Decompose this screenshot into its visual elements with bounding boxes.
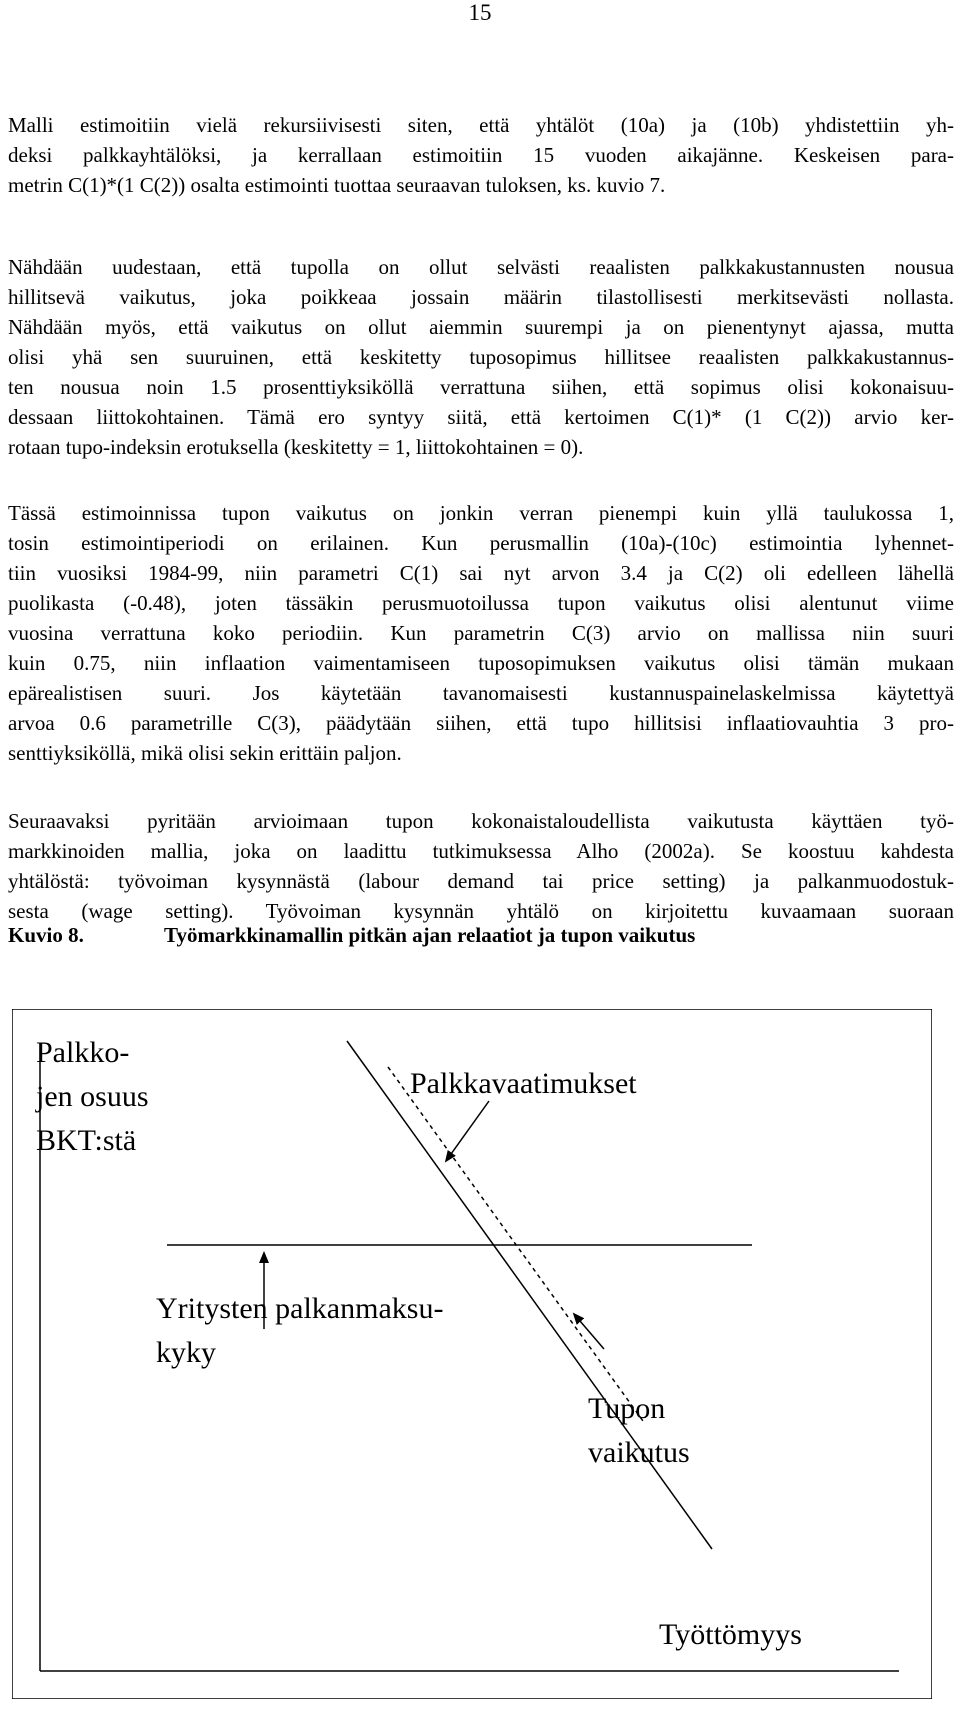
figure-caption-title: Työmarkkinamallin pitkän ajan relaatiot ja tupon vaikutus <box>164 923 696 947</box>
figure-border <box>12 1009 932 1699</box>
labour-market-diagram <box>12 1009 932 1699</box>
text-line: rotaan tupo-indeksin erotuksella (keskitetty = 1, liittokohtainen = 0). <box>8 435 584 459</box>
y-axis-label <box>36 1031 149 1163</box>
wage-claims-arrow <box>446 1101 489 1161</box>
text-line: Tässä estimoinnissa tupon vaikutus on jonkin verran pienempi kuin yllä taulukossa 1, <box>8 501 954 525</box>
text-line: senttiyksiköllä, mikä olisi sekin erittäin paljon. <box>8 741 402 765</box>
text-line: deksi palkkayhtälöksi, ja kerrallaan estimoitiin 15 vuoden aikajänne. Keskeisen para- <box>8 143 954 167</box>
tupo-effect-arrow <box>574 1314 604 1349</box>
figure-caption-label: Kuvio 8. <box>8 923 84 947</box>
text-line: vuosina verrattuna koko periodiin. Kun parametrin C(3) arvio on mallissa niin suuri <box>8 621 954 645</box>
firm-capacity-label <box>156 1287 443 1375</box>
text-line: Nähdään myös, että vaikutus on ollut aiemmin suurempi ja on pienentynyt ajassa, mutta <box>8 315 954 339</box>
text-line: Nähdään uudestaan, että tupolla on ollut selvästi reaalisten palkkakustannusten nousua <box>8 255 954 279</box>
text-line: markkinoiden mallia, joka on laadittu tutkimuksessa Alho (2002a). Se koostuu kahdesta <box>8 839 954 863</box>
firm-capacity-label-line: kyky <box>156 1336 216 1369</box>
text-line: hillitsevä vaikutus, joka poikkeaa jossain määrin tilastollisesti merkitsevästi nollasta. <box>8 285 954 309</box>
text-line: epärealistisen suuri. Jos käytetään tavanomaisesti kustannuspainelaskelmissa käytettyä <box>8 681 954 705</box>
text-line: olisi yhä sen suuruinen, että keskitetty tuposopimus hillitsee reaalisten palkkakustannus- <box>8 345 954 369</box>
tupo-effect-label <box>588 1387 690 1475</box>
paragraph-1 <box>8 110 954 200</box>
y-axis-label-line: Palkko- <box>36 1036 130 1069</box>
text-line: sesta (wage setting). Työvoiman kysynnän yhtälö on kirjoitettu kuvaamaan suoraan <box>8 899 954 923</box>
paragraph-4 <box>8 806 954 926</box>
text-line: tosin estimointiperiodi on erilainen. Kun perusmallin (10a)-(10c) estimointia lyhennet- <box>8 531 954 555</box>
tupo-effect-label-line: vaikutus <box>588 1436 690 1469</box>
text-line: puolikasta (-0.48), joten tässäkin perusmuotoilussa tupon vaikutus olisi alentunut viime <box>8 591 954 615</box>
y-axis-label-line: BKT:stä <box>36 1124 137 1157</box>
text-line: kuin 0.75, niin inflaation vaimentamiseen tuposopimuksen vaikutus olisi tämän mukaan <box>8 651 954 675</box>
paragraph-2 <box>8 252 954 462</box>
text-line: metrin C(1)*(1 C(2)) osalta estimointi tuottaa seuraavan tuloksen, ks. kuvio 7. <box>8 173 666 197</box>
diagram-canvas <box>12 1009 932 1699</box>
page-number: 15 <box>468 0 492 25</box>
firm-capacity-label-line: Yritysten palkanmaksu- <box>156 1292 444 1325</box>
text-line: Seuraavaksi pyritään arvioimaan tupon kokonaistaloudellista vaikutusta käyttäen työ- <box>8 809 954 833</box>
text-line: yhtälöstä: työvoiman kysynnästä (labour demand tai price setting) ja palkanmuodostuk- <box>8 869 954 893</box>
text-line: Malli estimoitiin vielä rekursiivisesti siten, että yhtälöt (10a) ja (10b) yhdistettiin yh- <box>8 113 954 137</box>
wage-claims-label: Palkkavaatimukset <box>410 1067 637 1100</box>
tupo-effect-label-line: Tupon <box>588 1392 666 1425</box>
paragraph-3 <box>8 498 954 768</box>
y-axis-label-line: jen osuus <box>36 1080 149 1113</box>
text-line: dessaan liittokohtainen. Tämä ero syntyy siitä, että kertoimen C(1)* (1 C(2)) arvio ker- <box>8 405 954 429</box>
text-line: tiin vuosiksi 1984-99, niin parametri C(1) sai nyt arvon 3.4 ja C(2) oli edelleen lähellä <box>8 561 954 585</box>
text-line: ten nousua noin 1.5 prosenttiyksiköllä verrattuna siihen, että sopimus olisi kokonaisuu- <box>8 375 954 399</box>
x-axis-label: Työttömyys <box>659 1618 802 1651</box>
text-line: arvoa 0.6 parametrille C(3), päädytään siihen, että tupo hillitsisi inflaatiovauhtia 3 pro- <box>8 711 954 735</box>
